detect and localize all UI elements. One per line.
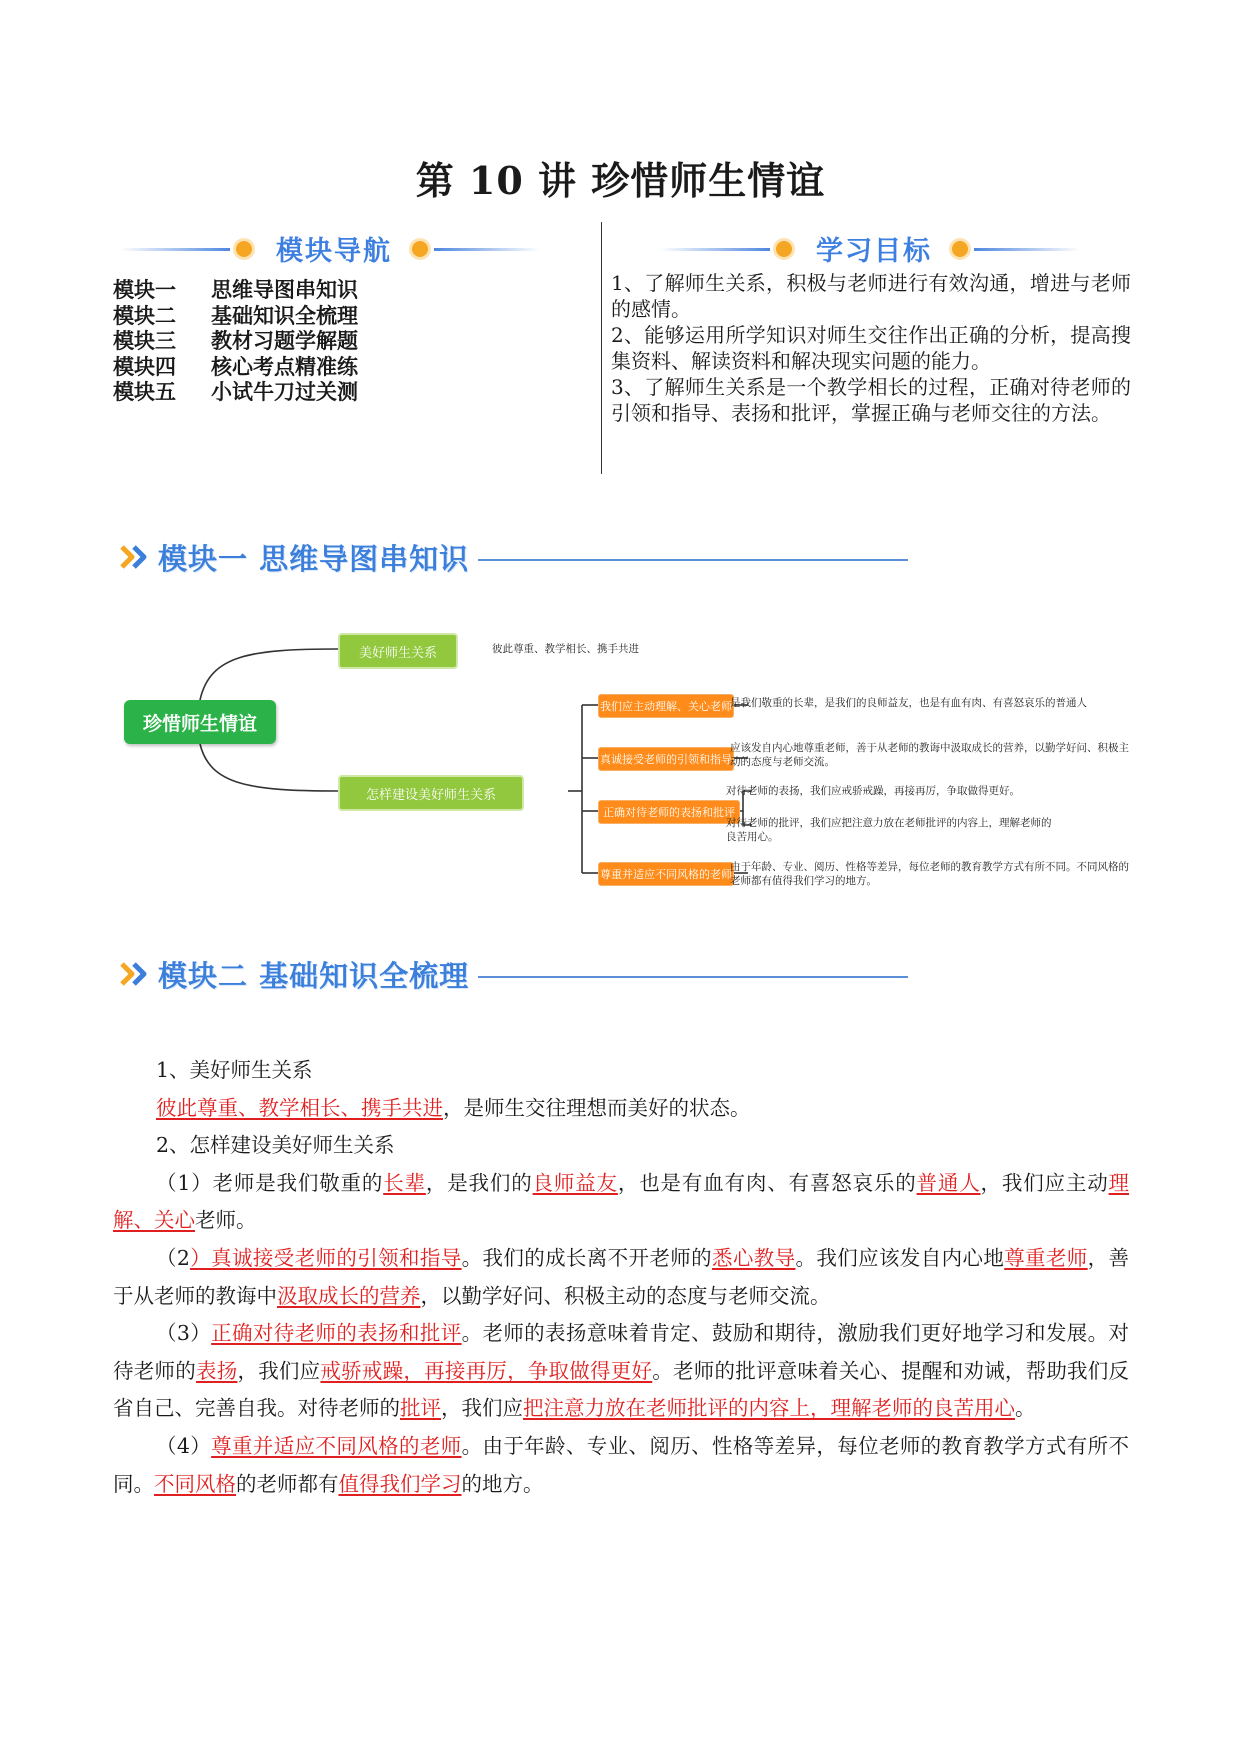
module-key: 模块四 bbox=[113, 353, 176, 379]
paragraph bbox=[113, 1428, 1129, 1503]
text: 。我们应该发自内心地 bbox=[795, 1245, 1005, 1270]
banner-rule bbox=[478, 559, 908, 561]
mindmap-branch: 美好师生关系 bbox=[338, 633, 458, 669]
paragraph bbox=[113, 1240, 1129, 1315]
text: （3） bbox=[156, 1321, 212, 1346]
key-point: ）真诚接受老师的引领和指导 bbox=[189, 1245, 462, 1270]
module-key: 模块一 bbox=[113, 277, 176, 302]
nav-heading bbox=[120, 229, 540, 269]
module-item[interactable] bbox=[113, 379, 358, 405]
module-value: 小试牛刀过关测 bbox=[211, 379, 358, 404]
key-point: 彼此尊重、教学相长、携手共进 bbox=[156, 1095, 443, 1120]
text: 。老师的批评意味着关心、提醒和劝诫，帮助我们反省自己、完善自我。对待老师的 bbox=[113, 1358, 1130, 1421]
mindmap-leaf: 是我们敬重的长辈，是我们的良师益友，也是有血有肉、有喜怒哀乐的普通人 bbox=[730, 697, 1087, 709]
text: ，是师生交往理想而美好的状态。 bbox=[443, 1095, 751, 1120]
double-chevron-icon bbox=[120, 543, 152, 571]
section-heading: 1、美好师生关系 bbox=[156, 1058, 313, 1082]
text: ，我们应 bbox=[441, 1396, 523, 1421]
module2-title: 模块二 基础知识全梳理 bbox=[158, 959, 470, 993]
key-point: 戒骄戒躁，再接再厉，争取做得更好 bbox=[320, 1358, 653, 1383]
module-key: 模块五 bbox=[113, 379, 176, 404]
mindmap-leaf: 应该发自内心地尊重老师，善于从老师的教诲中汲取成长的营养，以勤学好问、积极主动的态度与老师交流。 bbox=[730, 742, 1129, 768]
key-point: 值得我们学习 bbox=[338, 1471, 462, 1496]
key-point: 理解、关心 bbox=[113, 1170, 1130, 1233]
module-key: 模块二 bbox=[113, 302, 176, 328]
heading-rule bbox=[434, 248, 540, 251]
text: （2 bbox=[156, 1245, 190, 1270]
key-point: 把注意力放在老师批评的内容上，理解老师的良苦用心 bbox=[523, 1396, 1015, 1421]
paragraph bbox=[113, 1090, 1129, 1128]
text: ，善于从老师的教诲中 bbox=[113, 1245, 1130, 1308]
module-value: 思维导图串知识 bbox=[211, 277, 358, 302]
paragraph bbox=[113, 1315, 1129, 1428]
key-point: 正确对待老师的表扬和批评 bbox=[211, 1321, 462, 1346]
key-point: 良师益友 bbox=[532, 1170, 618, 1195]
mindmap-subnode: 正确对待老师的表扬和批评 bbox=[598, 800, 740, 824]
key-point: 汲取成长的营养 bbox=[277, 1283, 421, 1308]
text: ，我们应 bbox=[237, 1358, 321, 1383]
module-item[interactable] bbox=[113, 277, 358, 303]
double-chevron-icon bbox=[120, 960, 152, 988]
heading-rule bbox=[120, 248, 230, 251]
paragraph bbox=[113, 1165, 1129, 1240]
section-heading: 2、怎样建设美好师生关系 bbox=[156, 1133, 395, 1158]
bullet-dot-icon bbox=[412, 241, 428, 257]
text: 的老师都有 bbox=[236, 1471, 339, 1496]
text: 。我们的成长离不开老师的 bbox=[461, 1245, 713, 1270]
goals-heading-text: 学习目标 bbox=[816, 236, 932, 267]
bullet-dot-icon bbox=[776, 241, 792, 257]
key-point: 长辈 bbox=[383, 1170, 426, 1195]
goals-list bbox=[611, 270, 1131, 426]
module-value: 教材习题学解题 bbox=[211, 328, 358, 353]
key-point: 悉心教导 bbox=[712, 1245, 796, 1270]
knowledge-body bbox=[113, 1052, 1129, 1503]
module-item[interactable] bbox=[113, 354, 358, 380]
module-item[interactable] bbox=[113, 328, 358, 354]
module-key: 模块三 bbox=[113, 328, 176, 353]
key-point: 批评 bbox=[400, 1396, 441, 1421]
module-list bbox=[113, 277, 358, 405]
nav-heading-text: 模块导航 bbox=[276, 236, 392, 267]
goal-item: 3、了解师生关系是一个教学相长的过程，正确对待老师的引领和指导、表扬和批评，掌握正确与老师交往的方法。 bbox=[611, 375, 1131, 425]
mindmap-root: 珍惜师生情谊 bbox=[124, 700, 276, 744]
goals-heading bbox=[660, 229, 1080, 269]
mindmap-subnode: 尊重并适应不同风格的老师 bbox=[598, 862, 734, 886]
mindmap-branch: 怎样建设美好师生关系 bbox=[338, 775, 524, 811]
goal-item: 1、了解师生关系，积极与老师进行有效沟通，增进与老师的感情。 bbox=[611, 271, 1131, 321]
heading-rule bbox=[974, 248, 1080, 251]
text: ，以勤学好问、积极主动的态度与老师交流。 bbox=[420, 1283, 831, 1308]
text: 。由于年龄、专业、阅历、性格等差异，每位老师的教育教学方式有所不同。 bbox=[113, 1433, 1130, 1496]
text: 。 bbox=[1015, 1396, 1036, 1421]
module-item[interactable] bbox=[113, 303, 358, 329]
key-point: 普通人 bbox=[916, 1170, 981, 1195]
module1-banner bbox=[120, 537, 910, 577]
key-point: 表扬 bbox=[195, 1358, 238, 1383]
text: ，也是有血有肉、有喜怒哀乐的 bbox=[617, 1170, 917, 1195]
banner-rule bbox=[478, 976, 908, 978]
text: （1）老师是我们敬重的 bbox=[156, 1170, 384, 1195]
text: ，我们应主动 bbox=[980, 1170, 1109, 1195]
page-title: 第 10 讲 珍惜师生情谊 bbox=[415, 158, 826, 203]
key-point: 尊重老师 bbox=[1004, 1245, 1088, 1270]
mindmap bbox=[120, 615, 1130, 915]
mindmap-leaf: 对待老师的表扬，我们应戒骄戒躁，再接再厉，争取做得更好。 bbox=[726, 785, 1020, 797]
bullet-dot-icon bbox=[952, 241, 968, 257]
goal-item: 2、能够运用所学知识对师生交往作出正确的分析，提高搜集资料、解读资料和解决现实问题的能力。 bbox=[611, 323, 1131, 373]
column-divider bbox=[601, 222, 602, 474]
mindmap-leaf: 对待老师的批评，我们应把注意力放在老师批评的内容上，理解老师的良苦用心。 bbox=[726, 817, 1052, 843]
mindmap-subnode: 真诚接受老师的引领和指导 bbox=[598, 747, 734, 771]
module1-title: 模块一 思维导图串知识 bbox=[158, 542, 470, 576]
key-point: 尊重并适应不同风格的老师 bbox=[211, 1433, 462, 1458]
module-value: 基础知识全梳理 bbox=[211, 302, 358, 328]
key-point: 不同风格 bbox=[154, 1471, 236, 1496]
text: 的地方。 bbox=[461, 1471, 544, 1496]
mindmap-subnode: 我们应主动理解、关心老师 bbox=[598, 694, 734, 718]
mindmap-leaf: 由于年龄、专业、阅历、性格等差异，每位老师的教育教学方式有所不同。不同风格的老师都有值得我们学习的地方。 bbox=[730, 861, 1129, 887]
text: 。老师的表扬意味着肯定、鼓励和期待，激励我们更好地学习和发展。对待老师的 bbox=[113, 1321, 1130, 1383]
bullet-dot-icon bbox=[236, 241, 252, 257]
text: 老师。 bbox=[195, 1208, 257, 1233]
module2-banner bbox=[120, 954, 910, 994]
module-value: 核心考点精准练 bbox=[211, 353, 358, 379]
heading-rule bbox=[660, 248, 770, 251]
text: ，是我们的 bbox=[425, 1170, 533, 1195]
text: （4） bbox=[156, 1433, 212, 1458]
mindmap-leaf: 彼此尊重、教学相长、携手共进 bbox=[492, 643, 639, 655]
